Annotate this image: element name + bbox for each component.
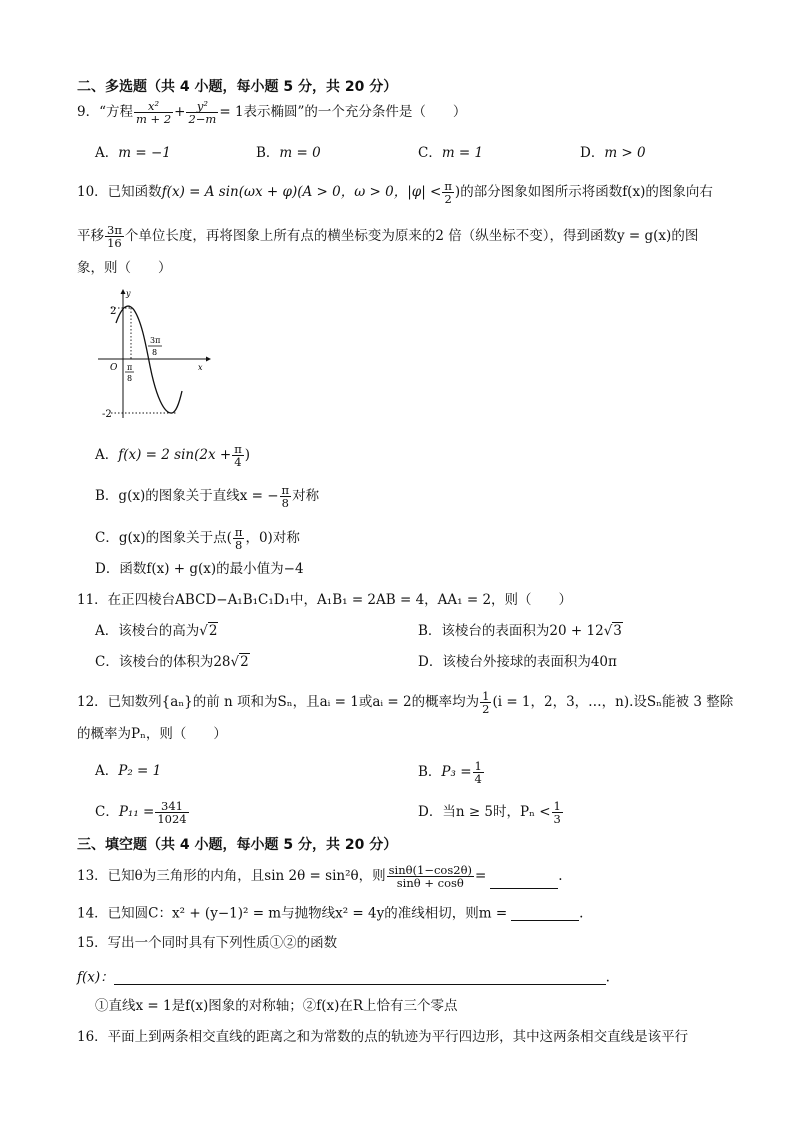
q9-option-c[interactable] [418,147,483,161]
q9-option-c-label: C． [418,145,442,161]
q10-line1-frac-num: π [444,179,452,193]
q12-option-c-pre: P₁₁ = [118,804,155,821]
q12-option-c-fraction [155,800,188,825]
q13-post: = [474,868,487,885]
question-12-line-2: 的概率为Pₙ，则（ ） [77,726,227,742]
q10-option-d[interactable] [95,563,304,577]
x-axis-arrow-icon [206,357,211,362]
q10-option-c-pre: g(x)的图象关于点( [118,530,232,547]
q12-option-c-frac-num: 341 [155,800,188,813]
q10-line2-frac-num: 3π [107,223,122,237]
origin-label: O [110,363,118,373]
q10-option-d-text: 函数f(x) + g(x)的最小值为−4 [119,561,304,577]
q14-answer-blank[interactable] [511,906,579,921]
q10-line2-pre: 平移 [77,228,104,245]
q10-line1-post: )的部分图象如图所示将函数f(x)的图象向右 [454,184,713,201]
q10-option-c-fraction [233,526,245,551]
q9-option-b[interactable] [256,147,321,161]
y-axis-arrow-icon [121,289,126,294]
tick-pi-8-num: π [127,363,133,372]
q13-frac-num: sinθ(1−cos2θ) [388,863,472,877]
q15-properties: ①直线x = 1是f(x)图象的对称轴；②f(x)在R上恰有三个零点 [95,998,458,1014]
q14-text: 14．已知圆C：x² + (y−1)² = m与抛物线x² = 4y的准线相切，则m = [77,905,508,922]
y-max-label: 2 [110,306,117,317]
q11-option-d-label: D． [418,654,443,670]
question-13 [77,864,563,889]
q13-fraction [387,864,474,889]
q15-answer-line [77,970,610,985]
section-2-title: 二、多选题（共 4 小题，每小题 5 分，共 20 分） [77,79,398,95]
q9-stem-post: = 1表示椭圆”的一个充分条件是（ ） [219,104,467,121]
q10-option-b-frac-den: 8 [281,496,289,511]
q13-frac-den: sinθ + cosθ [396,876,464,891]
q10-option-c-frac-num: π [234,525,243,539]
q10-option-d-label: D． [95,561,120,577]
q10-line2-fraction [105,224,124,249]
q11-option-b-pre: 该棱台的表面积为20 + 12 [441,623,604,639]
sine-curve [116,306,182,413]
q11-option-c[interactable]: C．该棱台的体积为28√2 [95,654,249,670]
q11-option-b-radicand: 3 [613,623,622,639]
q10-line1-pre: 10．已知函数 [77,184,162,201]
q12-option-b[interactable] [418,760,485,785]
q12-line1-post: (i = 1，2，3，…，n).设Sₙ能被 3 整除 [492,694,734,711]
q10-option-c-frac-den: 8 [235,538,243,553]
q10-option-c-post: ，0)对称 [245,530,300,547]
q11-option-d[interactable] [418,656,617,670]
q9-option-d-text: m > 0 [604,145,646,161]
q11-option-a-pre: 该棱台的高为 [118,623,200,639]
q9-option-d[interactable] [580,147,646,161]
q9-frac2-num: y² [186,100,218,113]
q10-option-a-frac-den: 4 [234,455,242,470]
q9-option-d-label: D． [580,145,605,161]
q12-option-d-frac-den: 3 [553,812,561,827]
tick-3pi-8-num: 3π [150,336,161,345]
q13-pre: 13．已知θ为三角形的内角，且sin 2θ = sin²θ，则 [77,868,386,885]
q12-line1-fraction [480,690,491,715]
q9-frac1-den: m + 2 [136,112,172,127]
q12-option-b-label: B． [418,764,442,781]
question-16: 16．平面上到两条相交直线的距离之和为常数的点的轨迹为平行四边形，其中这两条相交直线是该平行 [77,1029,689,1045]
q12-option-d-pre: 当n ≥ 5时，Pₙ < [442,804,551,821]
tick-3pi-8-den: 8 [152,348,158,357]
q9-option-a-label: A． [95,145,119,161]
q12-line1-pre: 12．已知数列{aₙ}的前 n 项和为Sₙ，且aᵢ = 1或aᵢ = 2的概率均为 [77,694,480,711]
q12-option-d[interactable] [418,800,564,825]
q10-option-a[interactable] [95,443,250,468]
q10-option-c[interactable] [95,526,300,551]
q9-fraction-1 [134,100,173,125]
q10-line1-func: f(x) = A sin(ωx + φ)(A > 0，ω > 0，|φ| < [161,184,442,201]
question-11-stem: 11．在正四棱台ABCD−A₁B₁C₁D₁中，A₁B₁ = 2AB = 4，AA₁ = 2，则（ ） [77,592,573,608]
q10-option-b[interactable] [95,484,319,509]
q15-end: . [605,969,610,986]
q10-option-b-post: 对称 [292,488,320,505]
q10-option-b-frac-num: π [281,483,290,497]
q10-sine-graph [96,286,212,420]
q9-frac1-num: x² [134,100,173,113]
q10-line2-frac-den: 16 [107,236,122,251]
q12-option-a-text: P₂ = 1 [118,763,162,779]
q9-fraction-2 [186,100,218,125]
q10-option-a-fraction [232,443,244,468]
q15-answer-blank[interactable] [114,970,606,985]
q15-fx-label: f(x)： [77,969,114,986]
q10-option-a-pre: f(x) = 2 sin(2x + [118,447,232,464]
question-12-line-1 [77,690,733,715]
q12-option-b-frac-den: 4 [474,772,482,787]
q9-plus: + [174,104,186,121]
q10-option-a-post: ) [244,447,251,464]
q9-frac2-den: 2−m [188,112,217,127]
q12-option-b-pre: P₃ = [441,764,472,781]
q12-option-c[interactable] [95,800,190,825]
q12-line1-frac-den: 2 [482,702,490,717]
q12-option-c-frac-den: 1024 [157,812,187,827]
q12-option-a-label: A． [95,763,119,779]
q11-option-a[interactable]: A．该棱台的高为√2 [95,623,218,639]
q10-line1-frac-den: 2 [444,192,452,207]
q10-option-b-label: B． [95,488,119,505]
q12-option-b-fraction [473,760,484,785]
q11-option-c-label: C． [95,654,119,670]
q11-option-a-radicand: 2 [208,623,218,639]
question-9-stem [77,100,466,125]
question-10-line-2 [77,224,698,249]
q11-option-b[interactable]: B．该棱台的表面积为20 + 12√3 [418,623,622,639]
q10-option-a-frac-num: π [234,442,242,456]
q10-option-a-label: A． [95,447,119,464]
q10-option-b-fraction [280,484,292,509]
q11-option-a-label: A． [95,623,119,639]
section-3-title: 三、填空题（共 4 小题，每小题 5 分，共 20 分） [77,837,398,853]
q9-option-c-text: m = 1 [441,145,484,161]
q12-line1-frac-num: 1 [482,689,490,703]
q13-answer-blank[interactable] [490,874,558,889]
q12-option-c-label: C． [95,804,119,821]
q10-option-b-pre: g(x)的图象关于直线x = − [118,488,279,505]
q14-end: . [579,905,584,922]
q11-option-d-text: 该棱台外接球的表面积为40π [442,654,617,670]
q10-option-c-label: C． [95,530,119,547]
q13-end: . [558,868,563,885]
q11-option-b-label: B． [418,623,442,639]
q10-line2-post: 个单位长度，再将图象上所有点的横坐标变为原来的2 倍（纵坐标不变），得到函数y = g(x)的图 [124,228,699,245]
q12-option-d-fraction [552,800,563,825]
question-10-line-1 [77,180,713,205]
tick-pi-8-den: 8 [127,374,133,383]
question-15: 15．写出一个同时具有下列性质①②的函数 [77,935,338,951]
question-14 [77,906,583,921]
q9-stem-pre: 9．“方程 [77,104,133,121]
q10-line1-fraction [442,180,454,205]
q11-option-c-pre: 该棱台的体积为28 [118,654,231,670]
question-10-line-3: 象，则（ ） [77,260,172,276]
q9-option-a-text: m = −1 [118,145,171,161]
q9-option-b-label: B． [256,145,280,161]
q11-option-c-radicand: 2 [240,654,249,670]
q9-option-b-text: m = 0 [279,145,321,161]
y-axis-label: y [126,289,131,298]
q12-option-b-frac-num: 1 [474,759,482,773]
x-axis-label: x [198,363,203,372]
y-min-label: -2 [102,409,112,420]
q9-option-a[interactable] [95,147,171,161]
q12-option-d-label: D． [418,804,443,821]
q12-option-a[interactable] [95,765,161,779]
q12-option-d-frac-num: 1 [553,799,561,813]
